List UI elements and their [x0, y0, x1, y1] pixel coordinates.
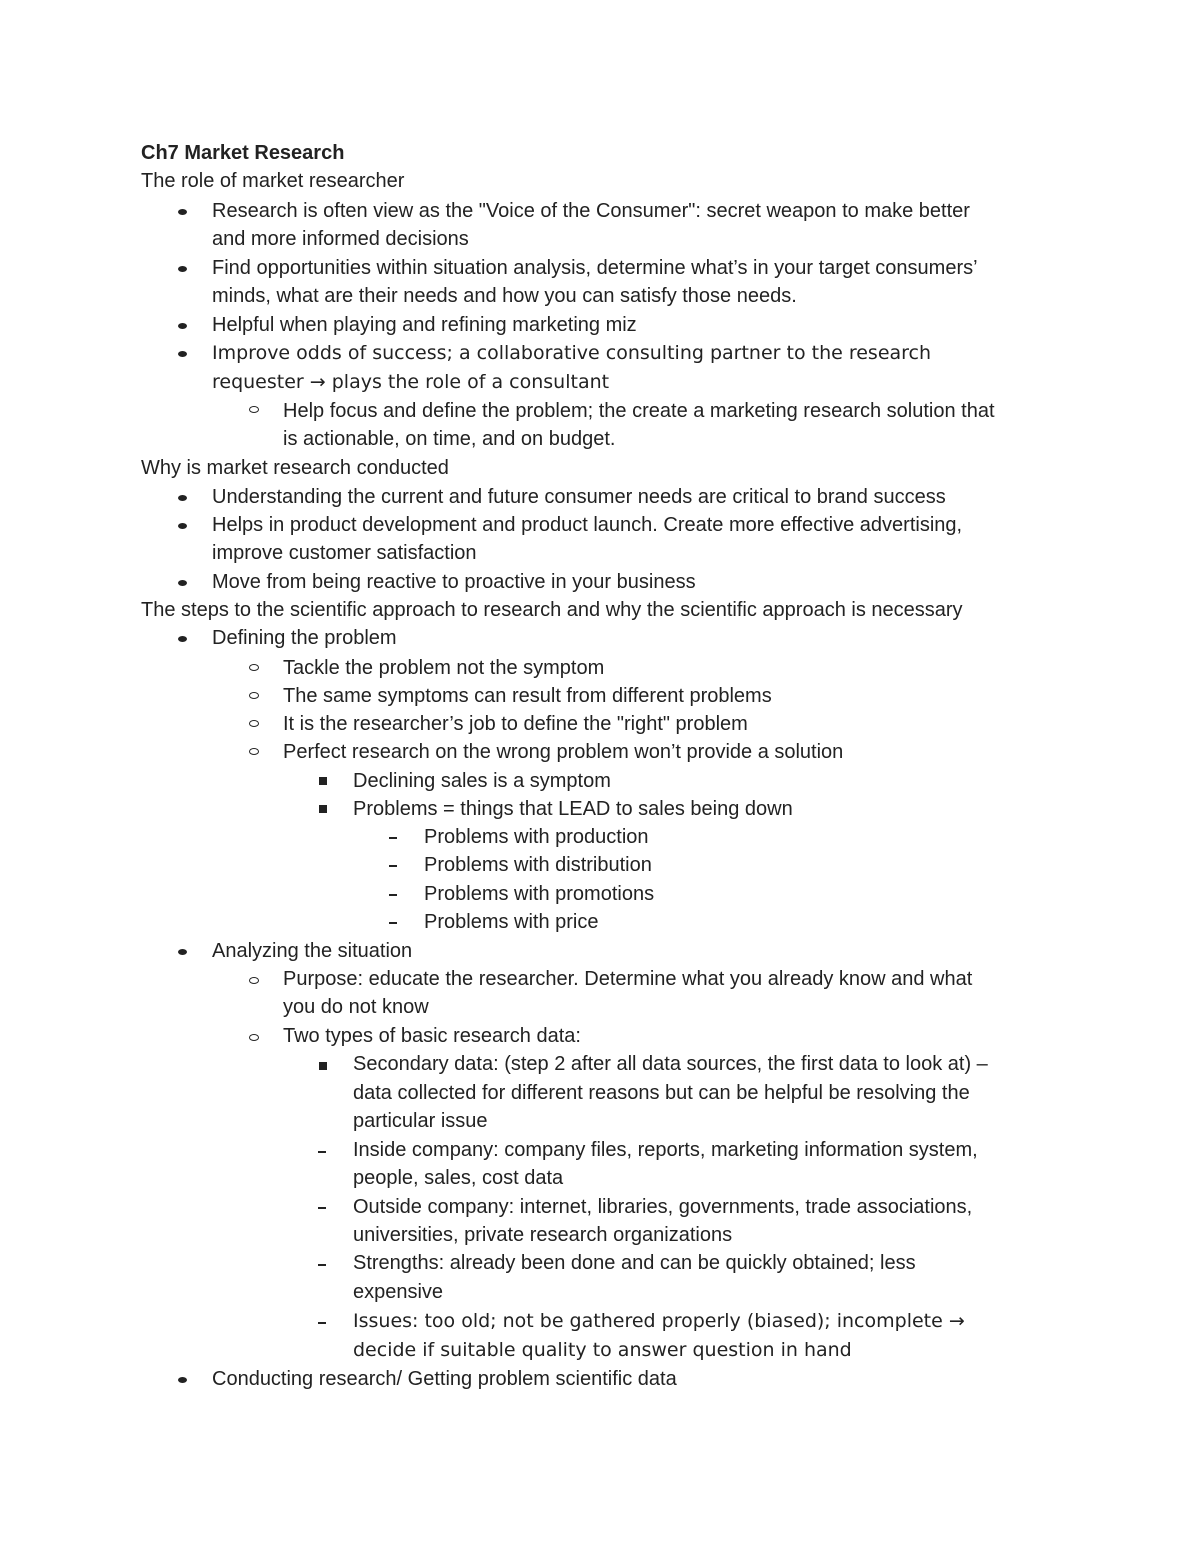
sub-list-item-continuation: is actionable, on time, and on budget.: [283, 428, 616, 450]
bullet-dash-icon: [318, 1151, 326, 1153]
list-item: Move from being reactive to proactive in your business: [212, 571, 696, 593]
section-heading: The role of market researcher: [141, 170, 405, 192]
list-item: Helpful when playing and refining marketing miz: [212, 314, 637, 336]
bullet-disc-icon: [178, 266, 187, 272]
sub-sub-list-item-continuation: particular issue: [353, 1110, 488, 1132]
bullet-disc-icon: [178, 580, 187, 586]
sub-list-item: Tackle the problem not the symptom: [283, 657, 605, 679]
bullet-square-icon: [319, 777, 327, 785]
sub-sub-list-item: Declining sales is a symptom: [353, 770, 611, 792]
bullet-circle-icon: [249, 406, 259, 413]
bullet-circle-icon: [249, 664, 259, 671]
list-item: Defining the problem: [212, 627, 397, 649]
bullet-disc-icon: [178, 636, 187, 642]
dash-list-item: Problems with promotions: [424, 883, 655, 905]
sub-list-item: Purpose: educate the researcher. Determine what you already know and what: [283, 968, 973, 990]
list-item: Conducting research/ Getting problem scientific data: [212, 1368, 677, 1390]
bullet-circle-icon: [249, 1034, 259, 1041]
bullet-dash-icon: [389, 894, 397, 896]
sub-list-item: It is the researcher’s job to define the "right" problem: [283, 713, 748, 735]
dash-list-item-continuation: expensive: [353, 1281, 444, 1303]
sub-sub-list-item-continuation: data collected for different reasons but can be helpful be resolving the: [353, 1082, 970, 1104]
sub-sub-list-item: Problems = things that LEAD to sales being down: [353, 798, 793, 820]
list-item: Research is often view as the "Voice of the Consumer": secret weapon to make better: [212, 200, 970, 222]
list-item: Analyzing the situation: [212, 940, 413, 962]
bullet-dash-icon: [389, 922, 397, 924]
sub-list-item: Help focus and define the problem; the create a marketing research solution that: [283, 400, 995, 422]
sub-list-item: Perfect research on the wrong problem won’t provide a solution: [283, 741, 844, 763]
bullet-disc-icon: [178, 949, 187, 955]
bullet-circle-icon: [249, 692, 259, 699]
sub-list-item-continuation: you do not know: [283, 996, 429, 1018]
bullet-disc-icon: [178, 495, 187, 501]
bullet-disc-icon: [178, 323, 187, 329]
sub-sub-list-item: Secondary data: (step 2 after all data sources, the first data to look at) –: [353, 1053, 988, 1075]
bullet-square-icon: [319, 1062, 327, 1070]
list-item: Improve odds of success; a collaborative consulting partner to the research: [212, 342, 932, 364]
bullet-disc-icon: [178, 1377, 187, 1383]
list-item-continuation: minds, what are their needs and how you can satisfy those needs.: [212, 285, 797, 307]
bullet-dash-icon: [318, 1322, 326, 1324]
list-item: Understanding the current and future consumer needs are critical to brand success: [212, 486, 946, 508]
dash-list-item: Problems with distribution: [424, 854, 652, 876]
bullet-disc-icon: [178, 351, 187, 357]
bullet-disc-icon: [178, 523, 187, 529]
dash-list-item-continuation: people, sales, cost data: [353, 1167, 564, 1189]
bullet-dash-icon: [318, 1207, 326, 1209]
section-heading: The steps to the scientific approach to research and why the scientific approach is necessary: [141, 599, 963, 621]
dash-list-item-continuation: universities, private research organizations: [353, 1224, 733, 1246]
bullet-square-icon: [319, 805, 327, 813]
bullet-dash-icon: [318, 1264, 326, 1266]
bullet-dash-icon: [389, 837, 397, 839]
list-item-continuation: improve customer satisfaction: [212, 542, 477, 564]
dash-list-item: Issues: too old; not be gathered properly (biased); incomplete →: [353, 1310, 965, 1332]
bullet-circle-icon: [249, 748, 259, 755]
bullet-circle-icon: [249, 977, 259, 984]
bullet-disc-icon: [178, 209, 187, 215]
list-item-continuation: requester → plays the role of a consultant: [212, 371, 610, 393]
sub-list-item: The same symptoms can result from different problems: [283, 685, 772, 707]
bullet-dash-icon: [389, 865, 397, 867]
list-item-continuation: and more informed decisions: [212, 228, 469, 250]
section-heading: Why is market research conducted: [141, 457, 449, 479]
dash-list-item: Outside company: internet, libraries, governments, trade associations,: [353, 1196, 973, 1218]
list-item: Find opportunities within situation analysis, determine what’s in your target consumers’: [212, 257, 978, 279]
dash-list-item: Problems with production: [424, 826, 649, 848]
list-item: Helps in product development and product launch. Create more effective advertising,: [212, 514, 963, 536]
bullet-circle-icon: [249, 720, 259, 727]
dash-list-item: Strengths: already been done and can be quickly obtained; less: [353, 1252, 916, 1274]
dash-list-item: Problems with price: [424, 911, 599, 933]
dash-list-item-continuation: decide if suitable quality to answer question in hand: [353, 1339, 852, 1361]
dash-list-item: Inside company: company files, reports, marketing information system,: [353, 1139, 978, 1161]
page-title: Ch7 Market Research: [141, 142, 345, 164]
sub-list-item: Two types of basic research data:: [283, 1025, 581, 1047]
